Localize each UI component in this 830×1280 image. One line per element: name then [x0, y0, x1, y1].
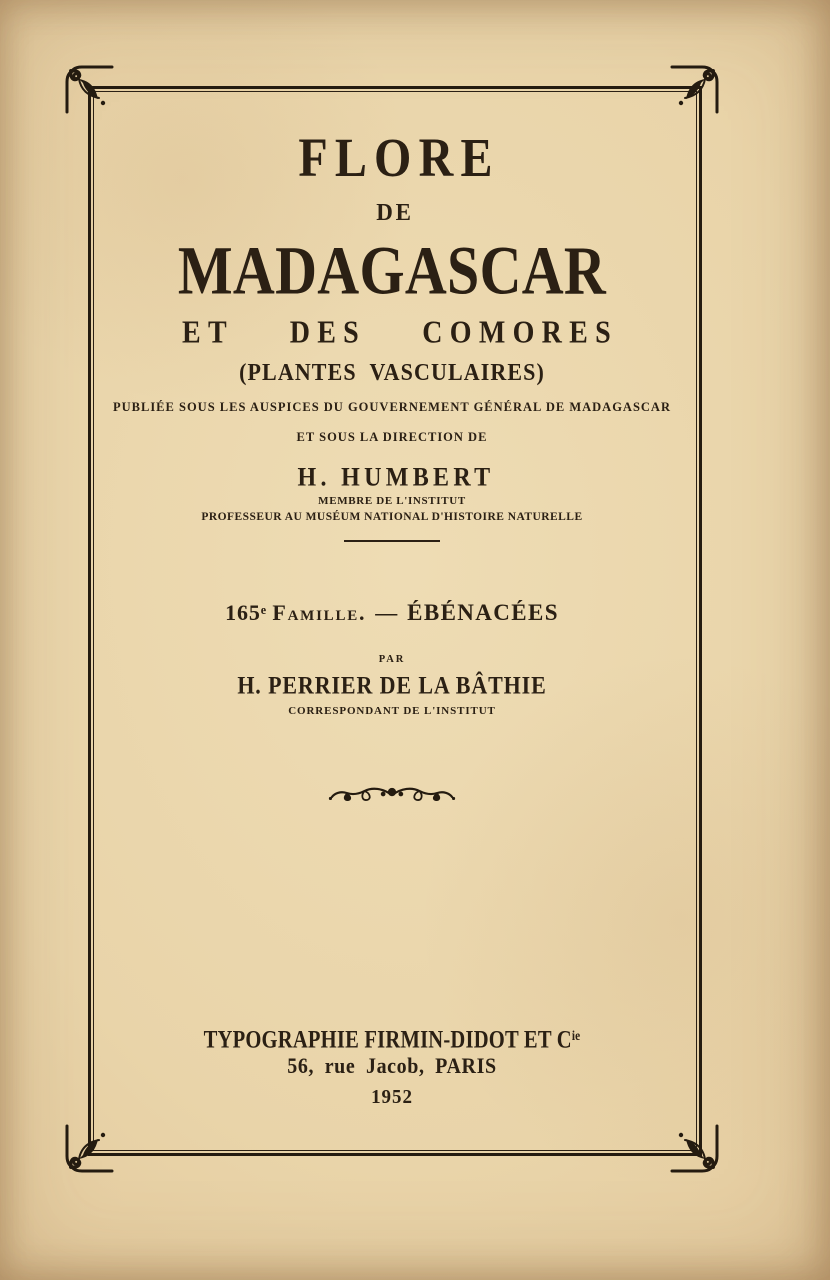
- author-name: H. PERRIER DE LA BÂTHIE: [237, 670, 547, 700]
- publication-direction-line: ET SOUS LA DIRECTION DE: [296, 430, 488, 444]
- title-connector-de: DE: [376, 198, 414, 226]
- imprint-address: 56, rue Jacob, PARIS: [287, 1053, 497, 1079]
- byline-par: PAR: [378, 654, 406, 665]
- author-title: CORRESPONDANT DE L'INSTITUT: [288, 705, 496, 717]
- subtitle-plantes-vasculaires: (PLANTES VASCULAIRES): [239, 357, 545, 386]
- separator-rule: [344, 540, 440, 542]
- family-number-superscript: e: [260, 602, 267, 617]
- director-title-institut: MEMBRE DE L'INSTITUT: [318, 495, 466, 507]
- imprint-printer: [94, 1024, 690, 1054]
- family-separator: —: [375, 600, 399, 625]
- title-line-flore: FLORE: [298, 127, 500, 189]
- family-label: Famille.: [272, 600, 367, 625]
- title-line-comores: ET DES COMORES: [182, 314, 618, 351]
- family-number: 165: [225, 600, 261, 625]
- scroll-divider-ornament-icon: [327, 781, 457, 809]
- corner-scroll-ornament-icon: [62, 1124, 114, 1176]
- imprint-printer-superscript: ie: [571, 1029, 581, 1045]
- director-name: H. HUMBERT: [297, 462, 495, 492]
- title-line-madagascar: MADAGASCAR: [177, 232, 607, 309]
- corner-scroll-ornament-icon: [670, 1124, 722, 1176]
- director-title-museum: PROFESSEUR AU MUSÉUM NATIONAL D'HISTOIRE NATURELLE: [201, 511, 583, 523]
- family-name: ÉBÉNACÉES: [407, 600, 559, 625]
- imprint-printer-main: TYPOGRAPHIE FIRMIN-DIDOT ET C: [203, 1024, 572, 1054]
- corner-scroll-ornament-icon: [62, 62, 114, 114]
- imprint-year: 1952: [371, 1085, 413, 1109]
- corner-scroll-ornament-icon: [670, 62, 722, 114]
- family-heading: [88, 601, 696, 624]
- publication-auspices-line: PUBLIÉE SOUS LES AUSPICES DU GOUVERNEMENT GÉNÉRAL DE MADAGASCAR: [112, 400, 671, 414]
